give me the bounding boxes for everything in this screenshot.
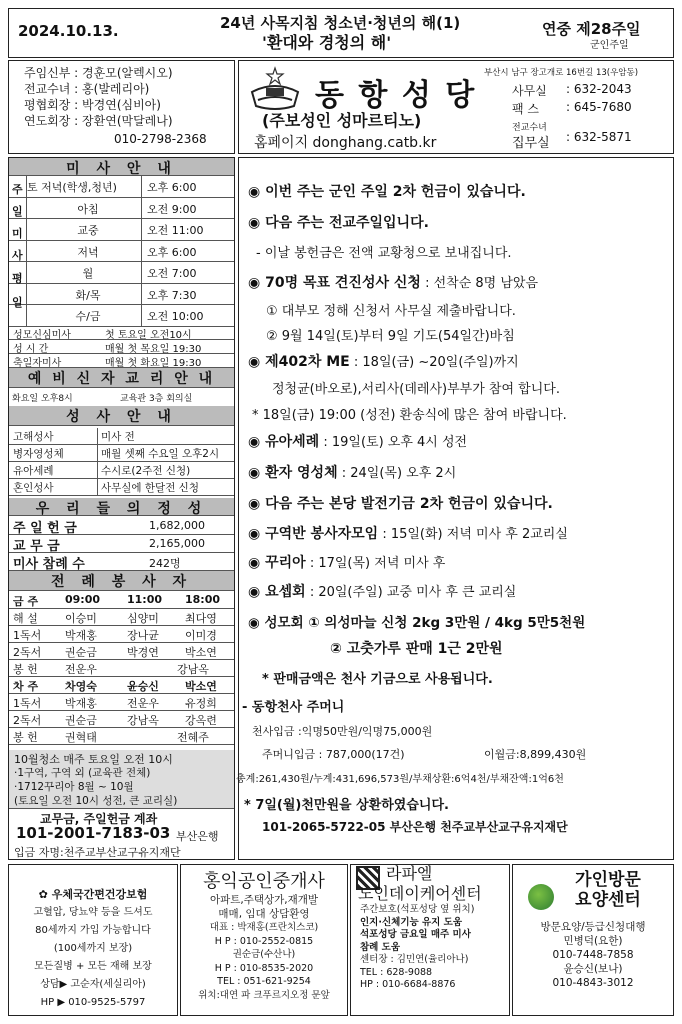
server-cell: 1독서 bbox=[13, 629, 42, 642]
mass-time: 오전 7:00 bbox=[147, 267, 197, 280]
mass-time: 오전 9:00 bbox=[147, 202, 197, 216]
catechumen-header: 예 비 신 자 교 리 안 내 bbox=[9, 368, 234, 388]
notice-8-title: 구역반 봉사자모임 bbox=[265, 526, 379, 542]
account-title: 교무금, 주일헌금 계좌 bbox=[40, 812, 158, 826]
mass-name: 아침 bbox=[77, 202, 99, 216]
sacrament-row bbox=[9, 479, 234, 496]
server-cell: 최다영 bbox=[185, 612, 217, 625]
mass-side-sunday: 주 bbox=[12, 183, 23, 196]
notice-2: ◉ 다음 주는 전교주일입니다. bbox=[248, 215, 429, 231]
servers-header: 전 례 봉 사 자 bbox=[9, 571, 234, 591]
notice-3-title: 70명 목표 견진성사 신청 bbox=[265, 275, 421, 291]
mass-extra-time: 첫 토요일 오전10시 bbox=[105, 330, 192, 341]
sister-label: 전교수녀 bbox=[512, 123, 547, 133]
notice-2-text: 다음 주는 전교주일입니다. bbox=[265, 215, 429, 231]
mass-time: 오전 11:00 bbox=[147, 224, 204, 237]
notice-12d: 총계:261,430원/누계:431,696,573원/부채상환:6억4천/부채잔액:1억6천 bbox=[236, 774, 564, 785]
mass-time: 오후 6:00 bbox=[147, 181, 197, 194]
sacrament-row bbox=[9, 462, 234, 479]
mass-extra-name: 성 시 간 bbox=[13, 344, 49, 355]
notice-11b: ② 고춧가루 판매 1근 2만원 bbox=[330, 641, 503, 657]
ad-line: 상담▶ 고순자(세실리아) bbox=[40, 979, 146, 990]
ad-line: TEL : 628-9088 bbox=[360, 966, 433, 978]
mass-extra-row bbox=[9, 326, 234, 340]
mass-name: 저녁 bbox=[77, 245, 99, 259]
notice-10: ◉ 요셉회 : 20일(주일) 교중 미사 후 큰 교리실 bbox=[248, 584, 517, 600]
server-cell: 해 설 bbox=[13, 612, 38, 625]
notice-5: ◉ 유아세례 : 19일(토) 오후 4시 성전 bbox=[248, 434, 468, 450]
server-cell: 전혜주 bbox=[177, 731, 209, 744]
server-cell: 강남옥 bbox=[127, 714, 159, 727]
server-cell: 봉 헌 bbox=[13, 731, 38, 744]
ad-line: TEL : 051-621-9254 bbox=[217, 976, 311, 987]
notice-11c: * 판매금액은 천사 기금으로 사용됩니다. bbox=[262, 672, 493, 687]
sacrament-desc: 사무실에 한달전 신청 bbox=[101, 482, 199, 494]
ad-line: 요양센터 bbox=[575, 890, 641, 910]
server-cell: 장나균 bbox=[127, 629, 159, 642]
server-row bbox=[9, 643, 234, 660]
row-divider bbox=[141, 241, 142, 262]
sacrament-desc: 수시로(2주전 신청) bbox=[101, 465, 191, 477]
notice-10-rest: : 20일(주일) 교중 미사 후 큰 교리실 bbox=[309, 585, 517, 600]
notice-1-text: 이번 주는 군인 주일 2차 헌금이 있습니다. bbox=[265, 184, 526, 200]
mass-extra-row bbox=[9, 354, 234, 368]
server-cell: 11:00 bbox=[127, 593, 163, 606]
office-label: 사무실 bbox=[512, 84, 547, 98]
notice-11-text: 성모회 ① 의성마늘 신청 2kg 3만원 / 4kg 5만5천원 bbox=[264, 615, 586, 631]
ad-line: H P : 010-2552-0815 bbox=[214, 935, 314, 947]
server-cell: 차 주 bbox=[13, 680, 39, 693]
account-holder: 입금 자명:천주교부산교구유지재단 bbox=[14, 846, 181, 859]
notice-12c: 이월금:8,899,430원 bbox=[484, 748, 587, 761]
notice-4-rest: : 18일(금) ~20일(주일)까지 bbox=[353, 355, 519, 370]
cleaning-l3: ·1712꾸리아 8월 ~ 10월 bbox=[14, 781, 134, 793]
notice-6: ◉ 환자 영성체 : 24일(목) 오후 2시 bbox=[248, 465, 457, 481]
church-homepage[interactable]: 홈페이지 donghang.catb.kr bbox=[254, 135, 437, 151]
ad-line: 대표 : 박재홍(프란치스코) bbox=[209, 922, 319, 933]
server-cell: 1독서 bbox=[13, 697, 42, 710]
notice-8-rest: : 15일(화) 저녁 미사 후 2교리실 bbox=[382, 527, 568, 542]
ad-line: (100세까지 보장) bbox=[53, 943, 133, 954]
fax-phone: : 645-7680 bbox=[566, 100, 632, 114]
row-divider bbox=[97, 462, 98, 478]
server-cell: 박소연 bbox=[185, 680, 217, 693]
ad-line: ✿ 우체국간편건강보험 bbox=[38, 888, 148, 901]
server-cell: 이미경 bbox=[185, 629, 217, 642]
finance-value: 2,165,000 bbox=[149, 537, 205, 550]
ad-line: 주간보호(석포성당 옆 위치) bbox=[360, 904, 475, 915]
mass-row bbox=[9, 241, 234, 263]
server-cell: 유정희 bbox=[185, 697, 217, 710]
server-cell: 박재홍 bbox=[65, 697, 97, 710]
server-cell: 박경연 bbox=[127, 646, 159, 659]
ad-line: 윤승신(보나) bbox=[563, 963, 623, 975]
server-cell: 봉 헌 bbox=[13, 663, 38, 676]
row-divider bbox=[141, 198, 142, 219]
mass-extra-name: 축일자미사 bbox=[13, 358, 62, 369]
mass-time: 오후 7:30 bbox=[147, 288, 197, 302]
ad-homecare-text bbox=[514, 870, 672, 990]
server-cell: 2독서 bbox=[13, 646, 42, 659]
sacrament-desc: 매월 셋째 수요일 오후2시 bbox=[101, 448, 220, 460]
council-chair: 평협회장 : 박경연(심비아) bbox=[24, 98, 161, 112]
mass-row bbox=[9, 176, 234, 198]
cleaning-l1: 10월청소 매주 토요일 오전 10시 bbox=[14, 753, 173, 766]
row-divider bbox=[97, 428, 98, 444]
senior-chair: 연도회장 : 장환연(막달레나) bbox=[24, 114, 173, 128]
server-cell: 심양미 bbox=[127, 612, 159, 625]
notice-8: ◉ 구역반 봉사자모임 : 15일(화) 저녁 미사 후 2교리실 bbox=[248, 526, 568, 542]
ad-line: 010-4843-3012 bbox=[552, 977, 634, 989]
server-row bbox=[9, 609, 234, 626]
sunday-title: 연중 제28주일 bbox=[542, 20, 641, 38]
row-divider bbox=[141, 176, 142, 197]
cleaning-l4: (토요일 오전 10시 성전, 큰 교리실) bbox=[14, 795, 178, 807]
ad-line: 방문요양/등급신청대행 bbox=[540, 921, 646, 933]
senior-phone: 010-2798-2368 bbox=[114, 132, 207, 146]
server-cell: 이승미 bbox=[65, 612, 97, 625]
church-logo-icon bbox=[248, 66, 302, 112]
server-row bbox=[9, 677, 234, 694]
ad-daycare-text bbox=[352, 864, 508, 992]
mass-row bbox=[9, 198, 234, 220]
ad-line: 라파엘 bbox=[386, 864, 433, 883]
server-cell: 2독서 bbox=[13, 714, 42, 727]
mass-row bbox=[9, 262, 234, 284]
sacrament-name: 유아세례 bbox=[13, 465, 54, 477]
notice-4: ◉ 제402차 ME : 18일(금) ~20일(주일)까지 bbox=[248, 354, 519, 370]
cleaning-l2: ·1구역, 구역 외 (교육관 전체) bbox=[14, 767, 151, 779]
mass-name: 월 bbox=[82, 267, 94, 280]
server-row bbox=[9, 626, 234, 643]
ad-line: 민병덕(요한) bbox=[563, 935, 623, 947]
church-address: 부산시 남구 장고개로 16번길 13(우암동) bbox=[484, 68, 639, 78]
catechumen-time: 화요일 오후8시 bbox=[12, 394, 73, 404]
mass-name: 화/목 bbox=[75, 288, 101, 302]
notice-4a: 정청균(바오로),서리사(데레사)부부가 참여 합니다. bbox=[272, 382, 560, 397]
finance-row bbox=[9, 553, 234, 571]
server-cell: 전운우 bbox=[65, 663, 97, 676]
ad-realtor-text bbox=[182, 870, 346, 1002]
ad-line: 홍익공인중개사 bbox=[203, 871, 325, 892]
notice-3b: ② 9월 14일(토)부터 9일 기도(54일간)바침 bbox=[266, 329, 515, 344]
mass-extra-time: 매월 첫 화요일 19:30 bbox=[105, 358, 202, 369]
office-phone: : 632-2043 bbox=[566, 82, 632, 96]
notice-3a: ① 대부모 정해 신청서 사무실 제출바랍니다. bbox=[266, 304, 516, 319]
pastoral-theme: 24년 사목지침 청소년·청년의 해(1) bbox=[220, 14, 461, 32]
notice-13: * 7일(월)천만원을 상환하였습니다. bbox=[244, 798, 449, 813]
mass-row bbox=[9, 305, 234, 327]
ad-line: HP : 010-6684-8876 bbox=[360, 979, 456, 990]
ad-line: 권순금(수산나) bbox=[232, 949, 296, 960]
notice-5-rest: : 19일(토) 오후 4시 성전 bbox=[323, 435, 468, 450]
mass-extra-name: 성모신심미사 bbox=[13, 330, 71, 341]
mass-time: 오전 10:00 bbox=[147, 310, 204, 323]
sacrament-row bbox=[9, 428, 234, 445]
ad-line: 가인방문 bbox=[575, 870, 641, 890]
mass-row bbox=[9, 284, 234, 306]
finance-row bbox=[9, 535, 234, 553]
notice-2-sub: - 이날 봉헌금은 전액 교황청으로 보내집니다. bbox=[256, 246, 512, 261]
server-row bbox=[9, 728, 234, 745]
catechumen-place: 교육관 3층 회의실 bbox=[120, 394, 193, 404]
pastor: 주임신부 : 경훈모(알렉시오) bbox=[24, 66, 173, 80]
pastoral-theme-sub: '환대와 경청의 해' bbox=[262, 33, 392, 52]
notice-4b: * 18일(금) 19:00 (성전) 환송식에 많은 참여 바랍니다. bbox=[252, 408, 567, 423]
server-cell: 박소연 bbox=[185, 646, 217, 659]
notice-9: ◉ 꾸리아 : 17일(목) 저녁 미사 후 bbox=[248, 555, 446, 571]
server-row bbox=[9, 660, 234, 677]
finance-name: 주 일 헌 금 bbox=[13, 521, 77, 536]
notice-3-rest: : 선착순 8명 남았음 bbox=[425, 276, 539, 291]
mass-side-sunday: 미 bbox=[12, 227, 23, 240]
mass-time: 오후 6:00 bbox=[147, 245, 197, 259]
server-row bbox=[9, 711, 234, 728]
finance-value: 242명 bbox=[149, 557, 181, 570]
mass-name: 수/금 bbox=[75, 310, 101, 323]
mass-side-sunday: 일 bbox=[12, 205, 23, 218]
mass-side-weekday: 일 bbox=[12, 296, 23, 309]
sister-phone: : 632-5871 bbox=[566, 130, 632, 144]
mass-name: 교중 bbox=[77, 224, 99, 237]
mass-extra-time: 매월 첫 목요일 19:30 bbox=[105, 344, 202, 355]
notice-4-title: 제402차 ME bbox=[265, 354, 350, 370]
sacrament-row bbox=[9, 445, 234, 462]
notice-10-title: 요셉회 bbox=[265, 584, 306, 600]
notice-7: ◉ 다음 주는 본당 발전기금 2차 헌금이 있습니다. bbox=[248, 496, 553, 512]
server-cell: 권혁태 bbox=[65, 731, 97, 744]
server-row bbox=[9, 694, 234, 711]
server-cell: 차영숙 bbox=[65, 680, 97, 693]
mass-row bbox=[9, 219, 234, 241]
notice-6-title: 환자 영성체 bbox=[265, 465, 338, 481]
ad-line: 모든질병 + 모든 재해 보장 bbox=[34, 961, 152, 972]
server-cell: 18:00 bbox=[185, 593, 221, 606]
server-cell: 강남옥 bbox=[177, 663, 209, 676]
server-cell: 박재홍 bbox=[65, 629, 97, 642]
finance-name: 미사 참례 수 bbox=[13, 557, 85, 572]
notice-6-rest: : 24일(목) 오후 2시 bbox=[341, 466, 457, 481]
server-row bbox=[9, 592, 234, 609]
sister-office-label: 집무실 bbox=[512, 136, 550, 151]
server-cell: 강옥련 bbox=[185, 714, 217, 727]
ad-line: H P : 010-8535-2020 bbox=[214, 962, 314, 974]
row-divider bbox=[97, 445, 98, 461]
row-divider bbox=[141, 305, 142, 326]
finance-row bbox=[9, 517, 234, 535]
account-bank: 부산은행 bbox=[176, 830, 219, 843]
ad-insurance-text bbox=[10, 886, 176, 1012]
row-divider bbox=[141, 284, 142, 305]
ad-line: 매매, 임대 상담환영 bbox=[218, 907, 310, 920]
server-cell: 금 주 bbox=[13, 595, 39, 608]
sacrament-desc: 미사 전 bbox=[101, 431, 135, 443]
notice-12b: 주머니입금 : 787,000(17건) bbox=[262, 748, 405, 761]
account-number: 101-2001-7183-03 bbox=[16, 824, 171, 842]
sacrament-name: 혼인성사 bbox=[13, 482, 54, 494]
server-cell: 윤승신 bbox=[127, 680, 159, 693]
notice-3: ◉ 70명 목표 견진성사 신청 : 선착순 8명 남았음 bbox=[248, 275, 539, 291]
side-divider bbox=[26, 176, 27, 327]
ad-line: 위치:대연 파 크푸르지오정 문앞 bbox=[198, 989, 330, 1001]
finance-header: 우 리 들 의 정 성 bbox=[9, 498, 234, 516]
church-patron: (주보성인 성마르티노) bbox=[262, 111, 422, 130]
ad-line: HP ▶ 010-9525-5797 bbox=[40, 997, 146, 1008]
server-cell: 권순금 bbox=[65, 646, 97, 659]
ad-line: 80세까지 가입 가능합니다 bbox=[35, 925, 151, 936]
mass-side-weekday: 평 bbox=[12, 272, 23, 285]
ad-line: 참례 도움 bbox=[360, 941, 401, 953]
ad-line: 아파트,주택상가,재개발 bbox=[209, 894, 319, 906]
sacrament-name: 고해성사 bbox=[13, 431, 54, 443]
sunday-subtitle: 군인주일 bbox=[590, 40, 629, 51]
row-divider bbox=[141, 262, 142, 283]
mass-header: 미 사 안 내 bbox=[9, 158, 234, 176]
evangelist: 전교수녀 : 홍(발레리아) bbox=[24, 82, 150, 96]
notice-5-title: 유아세례 bbox=[265, 434, 320, 450]
ad-line: 석포성당 금요일 매주 미사 bbox=[360, 929, 471, 940]
mass-name: 토 저녁(학생,청년) bbox=[27, 181, 117, 194]
ad-line: 인지·신체기능 유지 도움 bbox=[360, 916, 462, 928]
notice-1: ◉ 이번 주는 군인 주일 2차 헌금이 있습니다. bbox=[248, 184, 526, 200]
ad-line: 010-7448-7858 bbox=[552, 949, 634, 961]
sacrament-name: 병자영성체 bbox=[13, 448, 64, 460]
fax-label: 팩 스 bbox=[512, 102, 539, 116]
ad-line: 노인데이케어센터 bbox=[358, 884, 482, 903]
bulletin-date: 2024.10.13. bbox=[18, 22, 119, 40]
notice-7-text: 다음 주는 본당 발전기금 2차 헌금이 있습니다. bbox=[265, 496, 553, 512]
notice-12a: 천사입금 :익명50만원/익명75,000원 bbox=[252, 725, 433, 738]
notice-9-rest: : 17일(목) 저녁 미사 후 bbox=[309, 556, 446, 571]
finance-value: 1,682,000 bbox=[149, 519, 205, 532]
sacrament-header: 성 사 안 내 bbox=[9, 406, 234, 426]
notice-11: ◉ 성모회 ① 의성마늘 신청 2kg 3만원 / 4kg 5만5천원 bbox=[248, 615, 586, 631]
row-divider bbox=[141, 219, 142, 240]
church-name: 동 항 성 당 bbox=[315, 78, 477, 113]
mass-side-sunday: 사 bbox=[12, 249, 23, 262]
row-divider bbox=[97, 479, 98, 495]
ad-line: 센터장 : 김민연(율리아나) bbox=[360, 954, 469, 965]
finance-name: 교 무 금 bbox=[13, 539, 60, 554]
server-cell: 09:00 bbox=[65, 593, 101, 606]
ad-line: 고혈압, 당뇨약 등을 드셔도 bbox=[33, 907, 153, 918]
server-cell: 전운우 bbox=[127, 697, 159, 710]
mass-extra-row bbox=[9, 340, 234, 354]
server-cell: 권순금 bbox=[65, 714, 97, 727]
notice-13a: 101-2065-5722-05 부산은행 천주교부산교구유지재단 bbox=[262, 820, 568, 834]
notice-9-title: 꾸리아 bbox=[265, 555, 306, 571]
notice-12: - 동항천사 주머니 bbox=[242, 700, 345, 715]
